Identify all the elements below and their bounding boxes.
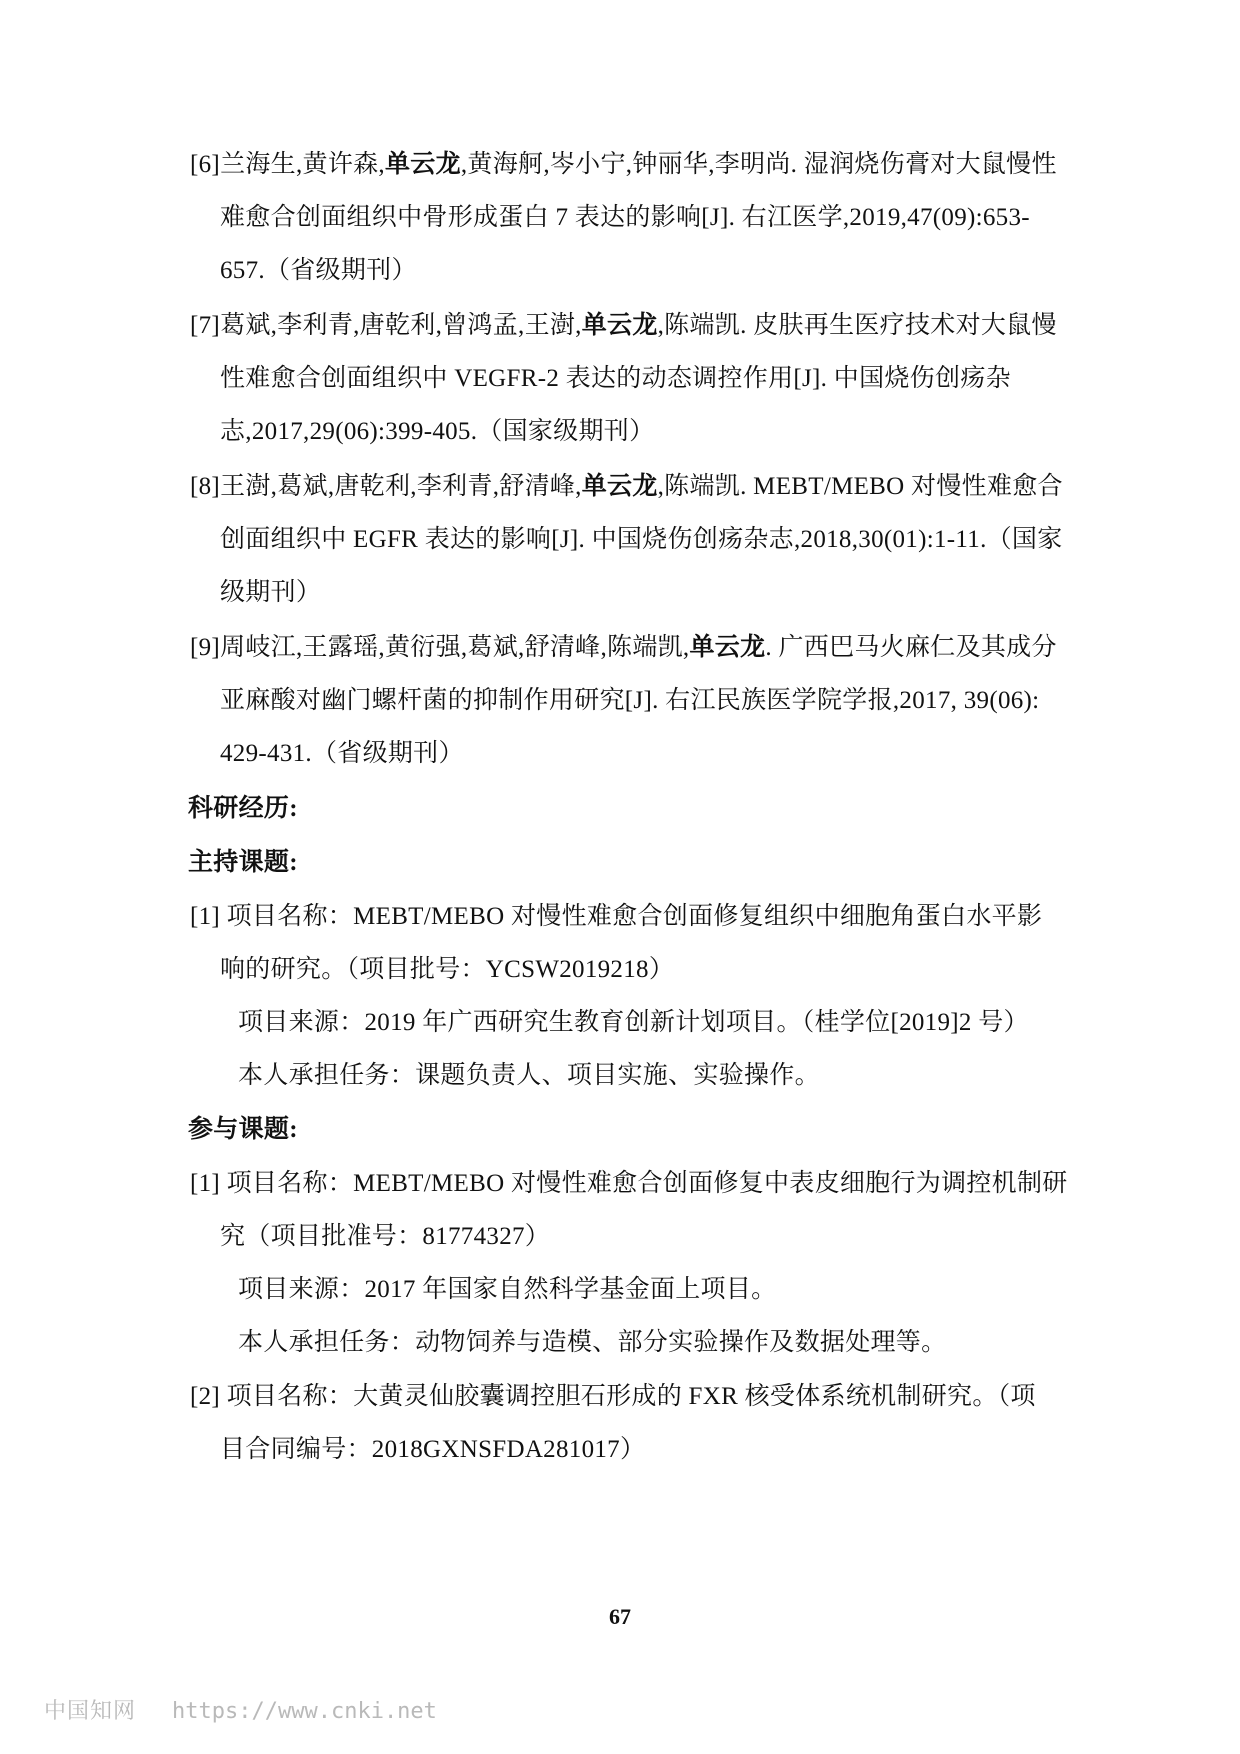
cnki-url: https://www.cnki.net [172, 1699, 437, 1724]
reference-authors: 葛斌,李利青,唐乾利,曾鸿孟,王澍, [220, 312, 582, 339]
participated-project-2-name-cont: 目合同编号：2018GXNSFDA281017） [220, 1436, 646, 1463]
participated-project-2-name: [2] 项目名称：大黄灵仙胶囊调控胆石形成的 FXR 核受体系统机制研究。（项 [190, 1383, 1036, 1410]
heading-hosted-projects: 主持课题: [188, 849, 298, 876]
reference-author-highlight: 单云龙 [384, 151, 461, 178]
reference-title: . 广西巴马火麻仁及其成分 [765, 634, 1057, 661]
reference-8-line-1 [190, 472, 1063, 502]
reference-9-line-3: 429-431.（省级期刊） [220, 740, 464, 767]
reference-8-line-3: 级期刊） [220, 579, 322, 606]
reference-title: ,陈端凯. MEBT/MEBO 对慢性难愈合 [657, 473, 1063, 500]
participated-project-1-source: 项目来源：2017 年国家自然科学基金面上项目。 [238, 1276, 777, 1303]
reference-authors: 周岐江,王露瑶,黄衍强,葛斌,舒清峰,陈端凯, [220, 634, 690, 661]
cnki-watermark [44, 1696, 437, 1727]
reference-label: [8] [190, 473, 221, 500]
reference-authors: 王澍,葛斌,唐乾利,李利青,舒清峰, [220, 473, 582, 500]
reference-6-line-1 [190, 150, 1057, 180]
reference-7-line-3: 志,2017,29(06):399-405.（国家级期刊） [220, 418, 655, 445]
reference-6-line-3: 657.（省级期刊） [220, 257, 417, 284]
heading-participated-projects: 参与课题: [188, 1116, 298, 1143]
reference-9-line-2: 亚麻酸对幽门螺杆菌的抑制作用研究[J]. 右江民族医学院学报,2017, 39(06): [220, 687, 1040, 714]
reference-9-line-1 [190, 633, 1057, 663]
hosted-project-1-source: 项目来源：2019 年广西研究生教育创新计划项目。（桂学位[2019]2 号） [238, 1009, 1029, 1036]
reference-6-line-2: 难愈合创面组织中骨形成蛋白 7 表达的影响[J]. 右江医学,2019,47(09):653- [220, 204, 1030, 231]
hosted-project-1-name: [1] 项目名称：MEBT/MEBO 对慢性难愈合创面修复组织中细胞角蛋白水平影 [190, 903, 1043, 930]
hosted-project-1-task: 本人承担任务：课题负责人、项目实施、实验操作。 [238, 1062, 820, 1089]
reference-author-highlight: 单云龙 [689, 634, 766, 661]
cnki-logo-text: 中国知网 [44, 1699, 137, 1724]
reference-author-highlight: 单云龙 [581, 473, 658, 500]
participated-project-1-task: 本人承担任务：动物饲养与造模、部分实验操作及数据处理等。 [238, 1329, 947, 1356]
reference-label: [7] [190, 312, 221, 339]
hosted-project-1-name-cont: 响的研究。（项目批号：YCSW2019218） [220, 956, 675, 983]
reference-title: ,陈端凯. 皮肤再生医疗技术对大鼠慢 [657, 312, 1057, 339]
participated-project-1-name: [1] 项目名称：MEBT/MEBO 对慢性难愈合创面修复中表皮细胞行为调控机制研 [190, 1170, 1068, 1197]
participated-project-1-name-cont: 究（项目批准号：81774327） [220, 1223, 551, 1250]
reference-title: ,黄海舸,岑小宁,钟丽华,李明尚. 湿润烧伤膏对大鼠慢性 [460, 151, 1057, 178]
heading-research-experience: 科研经历: [188, 795, 298, 822]
page-number: 67 [609, 1604, 631, 1629]
reference-7-line-2: 性难愈合创面组织中 VEGFR-2 表达的动态调控作用[J]. 中国烧伤创疡杂 [220, 365, 1011, 392]
reference-8-line-2: 创面组织中 EGFR 表达的影响[J]. 中国烧伤创疡杂志,2018,30(01):1-11.（国家 [220, 526, 1063, 553]
reference-label: [6] [190, 151, 221, 178]
reference-label: [9] [190, 634, 221, 661]
reference-author-highlight: 单云龙 [581, 312, 658, 339]
reference-authors: 兰海生,黄许森, [220, 151, 385, 178]
reference-7-line-1 [190, 311, 1057, 341]
